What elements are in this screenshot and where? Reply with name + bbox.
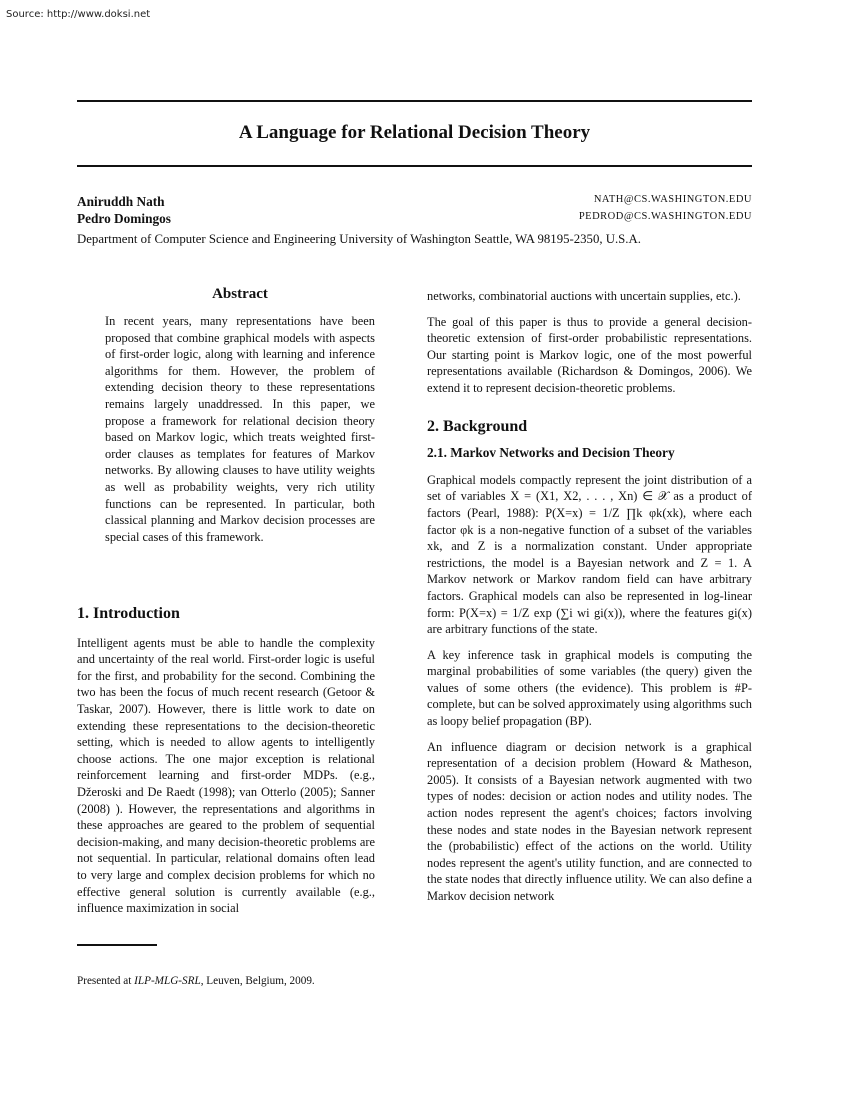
author-email[interactable]: NATH@CS.WASHINGTON.EDU: [593, 194, 752, 205]
subsection-heading: 2.1. Markov Networks and Decision Theory: [427, 445, 675, 461]
affiliation: Department of Computer Science and Engineering University of Washington Seattle, WA 98195-2350, U.S.A.: [77, 232, 641, 246]
goal-paragraph: The goal of this paper is thus to provide a general decision-theoretic extension of first-order probabilistic representations. Our starting point is Markov logic, one of the most powerful representations available (Richardson & Domingos, 2006). We extend it to represent decision-theoretic problems.: [427, 314, 752, 395]
abstract-text: In recent years, many representations have been proposed that combine graphical models with aspects of first-order logic, along with learning and inference algorithms for them. However, the problem of extending decision theory to these representations remains largely unaddressed. In this paper, we propose a framework for relational decision theory based on Markov logic, which treats weighted first-order clauses as templates for features of Markov networks. By allowing clauses to have utility weights as well as probability weights, very rich utility functions can be represented. In particular, both classical planning and Markov decision processes are special cases of this framework.: [105, 314, 375, 544]
abstract-body: [105, 313, 375, 554]
background-heading: 2. Background: [427, 417, 528, 435]
inference-paragraph: A key inference task in graphical models is computing the marginal probabilities of some variables (the query) given the values of some others (the evidence). This problem is #P-complete, but can be solved approximately using algorithms such as loopy belief propagation (BP).: [427, 647, 752, 729]
right-column: [427, 288, 752, 914]
top-rule: [77, 100, 752, 102]
author-row-2: [77, 211, 752, 227]
graphical-models-paragraph: Graphical models compactly represent the joint distribution of a set of variables X = (X1, X2, . . . , Xn) ∈ 𝒳 as a product of factors (Pearl, 1988): P(X=x) = 1/Z ∏k φk(xk), where each factor φk is a non-negative function of a subset of the variables xk, and Z is a normalization constant. Under appropriate restrictions, the model is a Bayesian network and Z = 1. A Markov network or Markov random field can have arbitrary factors. Graphical models can also be represented in log-linear form: P(X=x) = 1/Z exp (∑i wi gi(x)), where the features gi(x) are arbitrary functions of the state.: [427, 472, 752, 637]
author-name: Pedro Domingos: [77, 211, 171, 226]
title-bottom-rule: [77, 165, 752, 167]
paper-title: A Language for Relational Decision Theory: [238, 122, 591, 143]
footnote-prefix: Presented at: [77, 975, 135, 987]
intro-section: [77, 606, 375, 926]
intro-continued: networks, combinatorial auctions with uncertain supplies, etc.).: [427, 289, 741, 303]
author-row-1: [77, 194, 752, 210]
author-email[interactable]: PEDROD@CS.WASHINGTON.EDU: [578, 211, 752, 222]
abstract-heading: Abstract: [212, 286, 268, 302]
footnote-rule: [77, 944, 157, 946]
footnote: [77, 975, 315, 987]
author-name: Aniruddh Nath: [77, 194, 165, 209]
intro-heading: 1. Introduction: [77, 605, 180, 622]
influence-diagram-paragraph: An influence diagram or decision network is a graphical representation of a decision problem (Howard & Matheson, 2005). It consists of a Bayesian network augmented with two types of nodes: decision or action nodes and utility nodes. The action nodes represent the agent's choices; factors involving these nodes and state nodes in the Bayesian network represent the (probabilistic) effect of the actions on the world. Utility nodes represent the agent's utility function, and are connected to the state nodes that directly influence utility. We can also define a Markov decision network: [427, 739, 752, 903]
footnote-venue: ILP-MLG-SRL: [134, 975, 201, 987]
source-label: Source: http://www.doksi.net: [6, 9, 151, 20]
intro-text: Intelligent agents must be able to handle the complexity and uncertainty of the real world. First-order logic is useful for the first, and probability for the second. Combining the two has been the focus of much recent research (Getoor & Taskar, 2007). However, there is little work to date on extending these representations to the decision-theoretic setting, which is needed to allow agents to intelligently choose actions. The one major exception is relational reinforcement learning and first-order MDPs. (e.g., Džeroski and De Raedt (1998); van Otterlo (2005); Sanner (2008) ). However, the representations and algorithms in these approaches are geared to the problem of sequential decision-making, and many decision-theoretic problems are not sequential. In particular, relational domains often lead to very large and complex decision problems for which no effective general solution is currently available (e.g., influence maximization in social: [77, 635, 375, 916]
footnote-suffix: , Leuven, Belgium, 2009.: [200, 975, 315, 987]
